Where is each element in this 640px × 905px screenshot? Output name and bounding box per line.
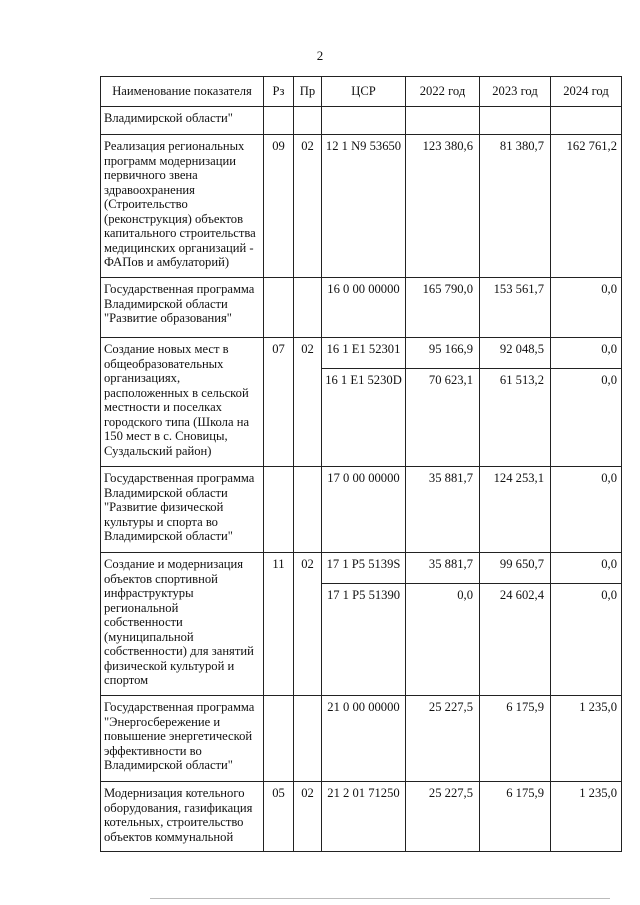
value: 0,0: [601, 342, 617, 356]
csr-cell: [322, 338, 406, 467]
table-row: [101, 782, 622, 852]
table-row: [101, 467, 622, 553]
column-header-pr: Пр: [294, 77, 322, 107]
csr-cell: 21 0 00 00000: [322, 696, 406, 782]
csr-value: 16 1 E1 5230D: [322, 368, 405, 388]
value-2023: [480, 338, 551, 467]
rz-cell: [264, 696, 294, 782]
csr-value: 17 1 P5 51390: [322, 583, 405, 603]
table-row: [101, 553, 622, 696]
value-2022: 25 227,5: [406, 782, 480, 852]
csr-cell: [322, 107, 406, 135]
column-header-2024: 2024 год: [551, 77, 622, 107]
value: 99 650,7: [499, 557, 544, 571]
value-2023: [480, 107, 551, 135]
value-2024: 162 761,2: [551, 135, 622, 278]
column-header-2022: 2022 год: [406, 77, 480, 107]
indicator-name: Модернизация котельного оборудования, газификация котельных, строительство объектов коммунальной: [101, 782, 264, 852]
value-2024: [551, 553, 622, 696]
column-header-csr: ЦСР: [322, 77, 406, 107]
value-2023: 153 561,7: [480, 278, 551, 338]
column-header-name: Наименование показателя: [101, 77, 264, 107]
indicator-name: Государственная программа Владимирской области "Развитие физической культуры и спорта во Владимирской области": [101, 467, 264, 553]
value: 24 602,4: [480, 583, 550, 603]
column-header-rz: Рз: [264, 77, 294, 107]
csr-cell: 12 1 N9 53650: [322, 135, 406, 278]
rz-cell: [264, 107, 294, 135]
value: 61 513,2: [480, 368, 550, 388]
page-bottom-divider: [150, 898, 610, 899]
value: 70 623,1: [406, 368, 479, 388]
value-2022: [406, 338, 480, 467]
indicator-name: Создание и модернизация объектов спортивной инфраструктуры региональной собственности (муниципальной собственности) для занятий физической культурой и спортом: [101, 553, 264, 696]
value: 0,0: [406, 583, 479, 603]
csr-value: 17 1 P5 5139S: [326, 557, 401, 571]
rz-cell: 05: [264, 782, 294, 852]
indicator-name: Владимирской области": [101, 107, 264, 135]
value: 0,0: [551, 368, 621, 388]
value-2022: [406, 553, 480, 696]
value: 92 048,5: [499, 342, 544, 356]
value-2023: 6 175,9: [480, 696, 551, 782]
pr-cell: 02: [294, 782, 322, 852]
value-2023: 6 175,9: [480, 782, 551, 852]
csr-value: 16 1 E1 52301: [326, 342, 401, 356]
value-2022: 123 380,6: [406, 135, 480, 278]
table-row: [101, 338, 622, 467]
rz-cell: 09: [264, 135, 294, 278]
table-header-row: [101, 77, 622, 107]
indicator-name: Создание новых мест в общеобразовательных организациях, расположенных в сельской местности и поселках городского типа (Школа на 150 мест в с. Сновицы, Суздальский район): [101, 338, 264, 467]
indicator-name: Государственная программа Владимирской области "Развитие образования": [101, 278, 264, 338]
value-2024: 1 235,0: [551, 782, 622, 852]
pr-cell: 02: [294, 135, 322, 278]
csr-cell: [322, 553, 406, 696]
pr-cell: [294, 696, 322, 782]
value-2024: 1 235,0: [551, 696, 622, 782]
column-header-2023: 2023 год: [480, 77, 551, 107]
value-2022: 25 227,5: [406, 696, 480, 782]
value-2023: 81 380,7: [480, 135, 551, 278]
value-2022: 165 790,0: [406, 278, 480, 338]
value-2024: [551, 107, 622, 135]
indicator-name: Государственная программа "Энергосбережение и повышение энергетической эффективности во Владимирской области": [101, 696, 264, 782]
value-2024: [551, 338, 622, 467]
value: 0,0: [551, 583, 621, 603]
value-2022: [406, 107, 480, 135]
csr-cell: 21 2 01 71250: [322, 782, 406, 852]
value: 35 881,7: [428, 557, 473, 571]
value-2023: [480, 553, 551, 696]
table-row: [101, 696, 622, 782]
table-row: [101, 135, 622, 278]
budget-table: [100, 76, 622, 852]
page-number: 2: [316, 48, 324, 63]
csr-cell: 16 0 00 00000: [322, 278, 406, 338]
rz-cell: 11: [264, 553, 294, 696]
pr-cell: [294, 467, 322, 553]
value-2023: 124 253,1: [480, 467, 551, 553]
table-row: [101, 107, 622, 135]
value-2024: 0,0: [551, 278, 622, 338]
value-2022: 35 881,7: [406, 467, 480, 553]
value: 0,0: [601, 557, 617, 571]
rz-cell: [264, 467, 294, 553]
rz-cell: [264, 278, 294, 338]
csr-cell: 17 0 00 00000: [322, 467, 406, 553]
value: 95 166,9: [428, 342, 473, 356]
table-row: [101, 278, 622, 338]
rz-cell: 07: [264, 338, 294, 467]
pr-cell: [294, 278, 322, 338]
pr-cell: 02: [294, 338, 322, 467]
pr-cell: [294, 107, 322, 135]
indicator-name: Реализация региональных программ модернизации первичного звена здравоохранения (Строительство (реконструкция) объектов капитального строительства медицинских организаций - ФАПов и амбулаторий): [101, 135, 264, 278]
value-2024: 0,0: [551, 467, 622, 553]
pr-cell: 02: [294, 553, 322, 696]
